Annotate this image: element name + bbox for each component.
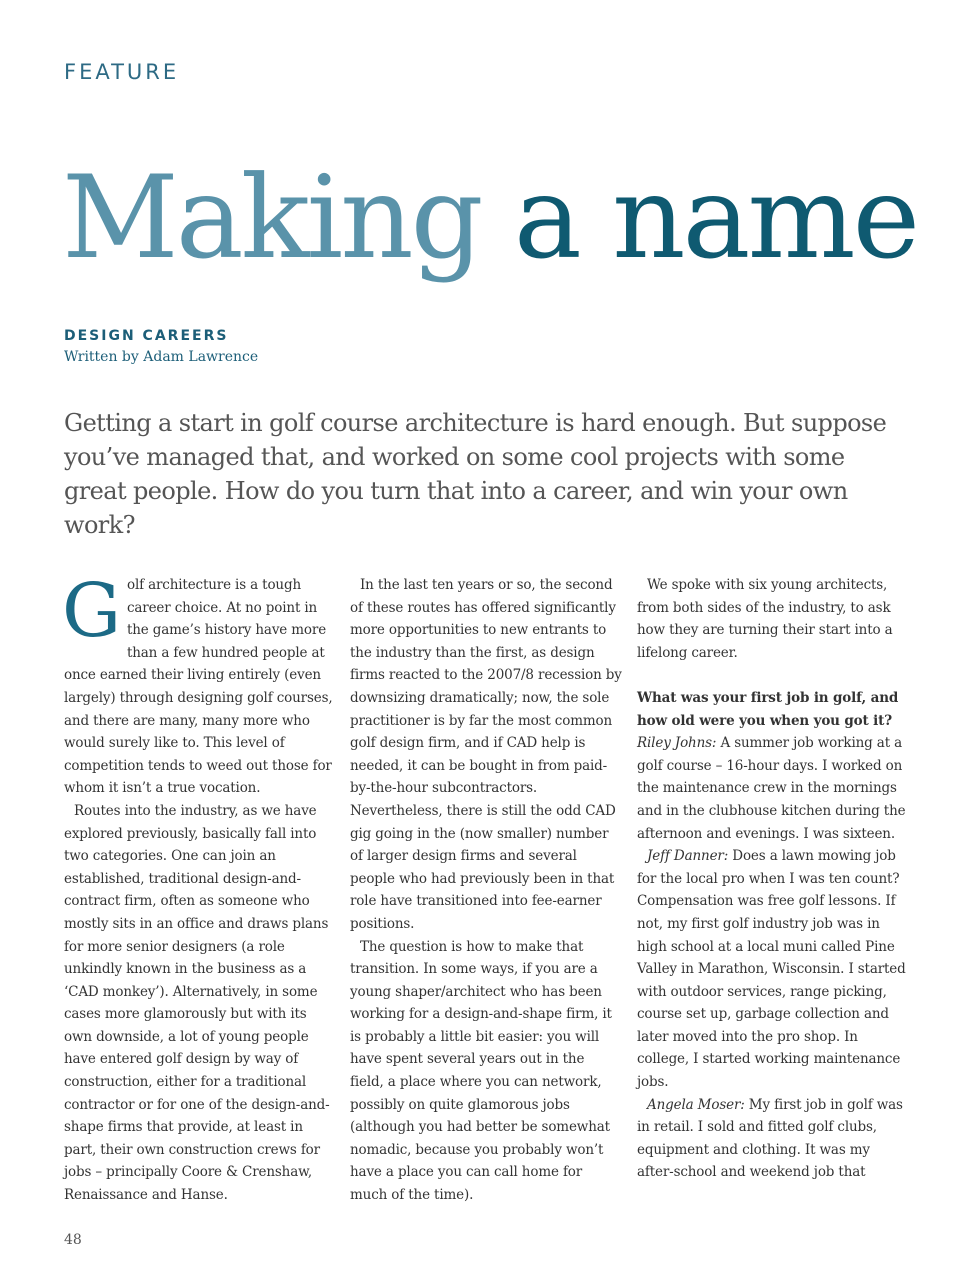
standfirst: Getting a start in golf course architecture is hard enough. But suppose you’ve managed that, and worked on some cool projects with some great people. How do you turn that into a career, and win your own work? <box>64 409 887 539</box>
speaker-name: Jeff Danner: <box>647 848 729 865</box>
speaker-name: Riley Johns: <box>637 735 717 752</box>
answer-text: A summer job working at a golf course – 16-hour days. I worked on the maintenance crew in the mornings and in the clubhouse kitchen during the afternoon and evenings. I was sixteen. <box>637 735 906 842</box>
interview-answer <box>637 1094 909 1184</box>
kicker: DESIGN CAREERS <box>64 328 229 344</box>
interview-answer <box>637 732 909 845</box>
paragraph: Routes into the industry, as we have explored previously, basically fall into two categories. One can join an established, traditional design-and-contract firm, often as someone who mostly sits in an office and draws plans for more senior designers (a role unkindly known in the business as a ‘CAD monkey’). Alternatively, in some cases more glamorously but with its own downside, a lot of young people have entered golf design by way of construction, either for a traditional contractor or for one of the design-and-shape firms that provide, at least in part, their own construction crews for jobs – principally Coore & Crenshaw, Renaissance and Hanse. <box>64 802 330 1204</box>
spacer <box>637 664 909 687</box>
column-2 <box>350 574 622 1207</box>
interview-question: What was your first job in golf, and how old were you when you got it? <box>637 689 899 729</box>
headline-part-1: Making <box>62 151 481 284</box>
paragraph: The question is how to make that transition. In some ways, if you are a young shaper/architect who has been working for a design-and-shape firm, it is probably a little bit easier: you will have spent several years out in the field, a place where you can network, possibly on quite glamorous jobs (although you had better be somewhat nomadic, because you probably won’t have a place you can call home for much of the time). <box>350 938 612 1204</box>
answer-text: Does a lawn mowing job for the local pro when I was ten count? Compensation was free golf lessons. If not, my first golf industry job was in high school at a local muni called Pine Valley in Marathon, Wisconsin. I started with outdoor services, range picking, course set up, garbage collection and later moved into the pro shop. In college, I started working maintenance jobs. <box>637 848 906 1091</box>
answer-text: My first job in golf was in retail. I sold and fitted golf clubs, equipment and clothing. It was my after-school and weekend job that <box>637 1096 903 1181</box>
speaker-name: Angela Moser: <box>647 1096 745 1113</box>
paragraph <box>62 568 336 800</box>
drop-cap: G <box>62 568 121 654</box>
paragraph: We spoke with six young architects, from both sides of the industry, to ask how they are turning their start into a lifelong career. <box>637 577 893 661</box>
column-1 <box>62 568 336 1207</box>
page-number: 48 <box>64 1232 82 1248</box>
headline <box>62 150 917 287</box>
byline: Written by Adam Lawrence <box>64 349 259 365</box>
section-label: FEATURE <box>64 60 180 84</box>
paragraph: In the last ten years or so, the second of these routes has offered significantly more opportunities to new entrants to the industry than the first, as design firms reacted to the 2007/8 recession by downsizing dramatically; now, the sole practitioner is by far the most common golf design firm, and if CAD help is needed, it can be bought in from paid-by-the-hour subcontractors. Nevertheless, there is still the odd CAD gig going in the (now smaller) number of larger design firms and several people who had previously been in that role have transitioned into fee-earner positions. <box>350 577 622 932</box>
column-3 <box>637 574 909 1184</box>
headline-part-2: a name <box>513 151 918 284</box>
interview-answer <box>637 845 909 1094</box>
paragraph-text: olf architecture is a tough career choice. At no point in the game’s history have more than a few hundred people at once earned their living entirely (even largely) through designing golf courses, and there are many, many more who would surely like to. This level of competition tends to weed out those for whom it isn’t a true vocation. <box>64 577 333 797</box>
